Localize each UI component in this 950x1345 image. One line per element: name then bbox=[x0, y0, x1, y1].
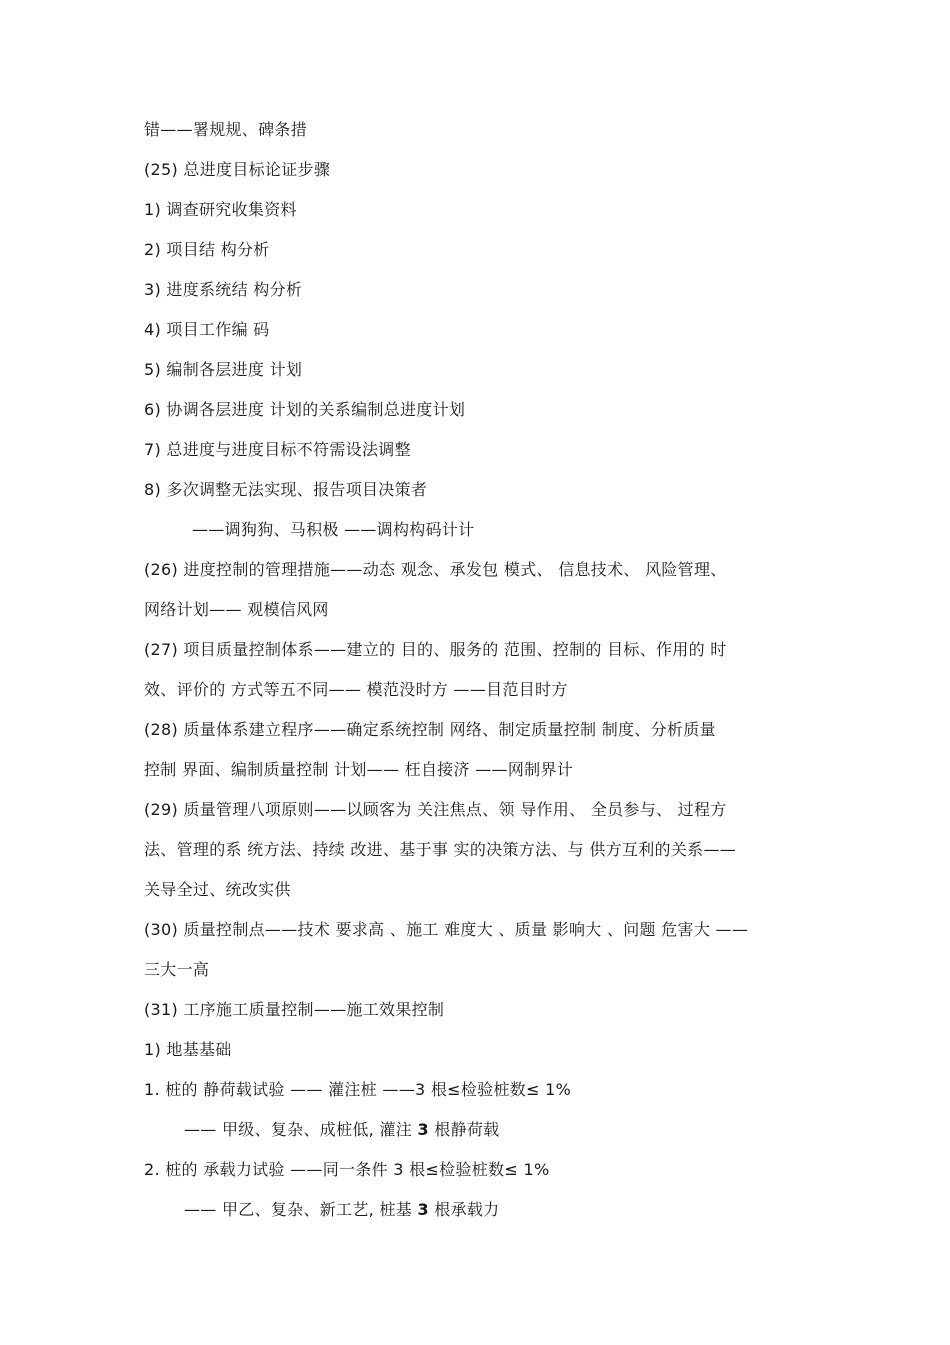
sub-note-number: 3 bbox=[417, 1120, 429, 1139]
section-heading-29: (29) 质量管理八项原则——以顾客为 关注焦点、领 导作用、 全员参与、 过程方 bbox=[144, 800, 727, 819]
list-item: 1. 桩的 静荷载试验 —— 灌注桩 ——3 根≤检验桩数≤ 1% bbox=[144, 1080, 572, 1099]
sub-note-text: 根静荷载 bbox=[428, 1120, 500, 1139]
text-line: 网络计划—— 观模信风网 bbox=[144, 600, 329, 619]
sub-note-text: 根承载力 bbox=[428, 1200, 500, 1219]
list-item: 4) 项目工作编 码 bbox=[144, 320, 270, 339]
section-heading-27: (27) 项目质量控制体系——建立的 目的、服务的 范围、控制的 目标、作用的 时 bbox=[144, 640, 727, 659]
list-item: 2. 桩的 承载力试验 ——同一条件 3 根≤检验桩数≤ 1% bbox=[144, 1160, 550, 1179]
section-heading-31: (31) 工序施工质量控制——施工效果控制 bbox=[144, 1000, 445, 1019]
sub-note-line bbox=[184, 1200, 499, 1220]
section-heading-28: (28) 质量体系建立程序——确定系统控制 网络、制定质量控制 制度、分析质量 bbox=[144, 720, 716, 739]
list-item: 1) 调查研究收集资料 bbox=[144, 200, 297, 219]
list-item: 3) 进度系统结 构分析 bbox=[144, 280, 303, 299]
sub-note-text: —— 甲级、复杂、成桩低, 灌注 bbox=[184, 1120, 418, 1139]
mnemonic-line: ——调狗狗、马积极 ——调构构码计计 bbox=[192, 520, 475, 539]
text-line: 关导全过、统改实供 bbox=[144, 880, 291, 899]
text-line: 三大一高 bbox=[144, 960, 210, 979]
sub-note-line bbox=[184, 1120, 499, 1140]
text-line: 效、评价的 方式等五不同—— 模范没时方 ——目范目时方 bbox=[144, 680, 568, 699]
list-item: 8) 多次调整无法实现、报告项目决策者 bbox=[144, 480, 428, 499]
section-heading-30: (30) 质量控制点——技术 要求高 、施工 难度大 、质量 影响大 、问题 危害大 —— bbox=[144, 920, 749, 939]
section-heading-25: (25) 总进度目标论证步骤 bbox=[144, 160, 331, 179]
sub-note-number: 3 bbox=[417, 1200, 429, 1219]
text-line: 错——署规规、碑条措 bbox=[144, 120, 308, 139]
list-item: 1) 地基基础 bbox=[144, 1040, 232, 1059]
sub-note-text: —— 甲乙、复杂、新工艺, 桩基 bbox=[184, 1200, 418, 1219]
list-item: 6) 协调各层进度 计划的关系编制总进度计划 bbox=[144, 400, 466, 419]
text-line: 法、管理的系 统方法、持续 改进、基于事 实的决策方法、与 供方互利的关系—— bbox=[144, 840, 737, 859]
list-item: 5) 编制各层进度 计划 bbox=[144, 360, 303, 379]
list-item: 7) 总进度与进度目标不符需设法调整 bbox=[144, 440, 411, 459]
text-line: 控制 界面、编制质量控制 计划—— 枉自接济 ——网制界计 bbox=[144, 760, 574, 779]
list-item: 2) 项目结 构分析 bbox=[144, 240, 270, 259]
section-heading-26: (26) 进度控制的管理措施——动态 观念、承发包 模式、 信息技术、 风险管理、 bbox=[144, 560, 727, 579]
